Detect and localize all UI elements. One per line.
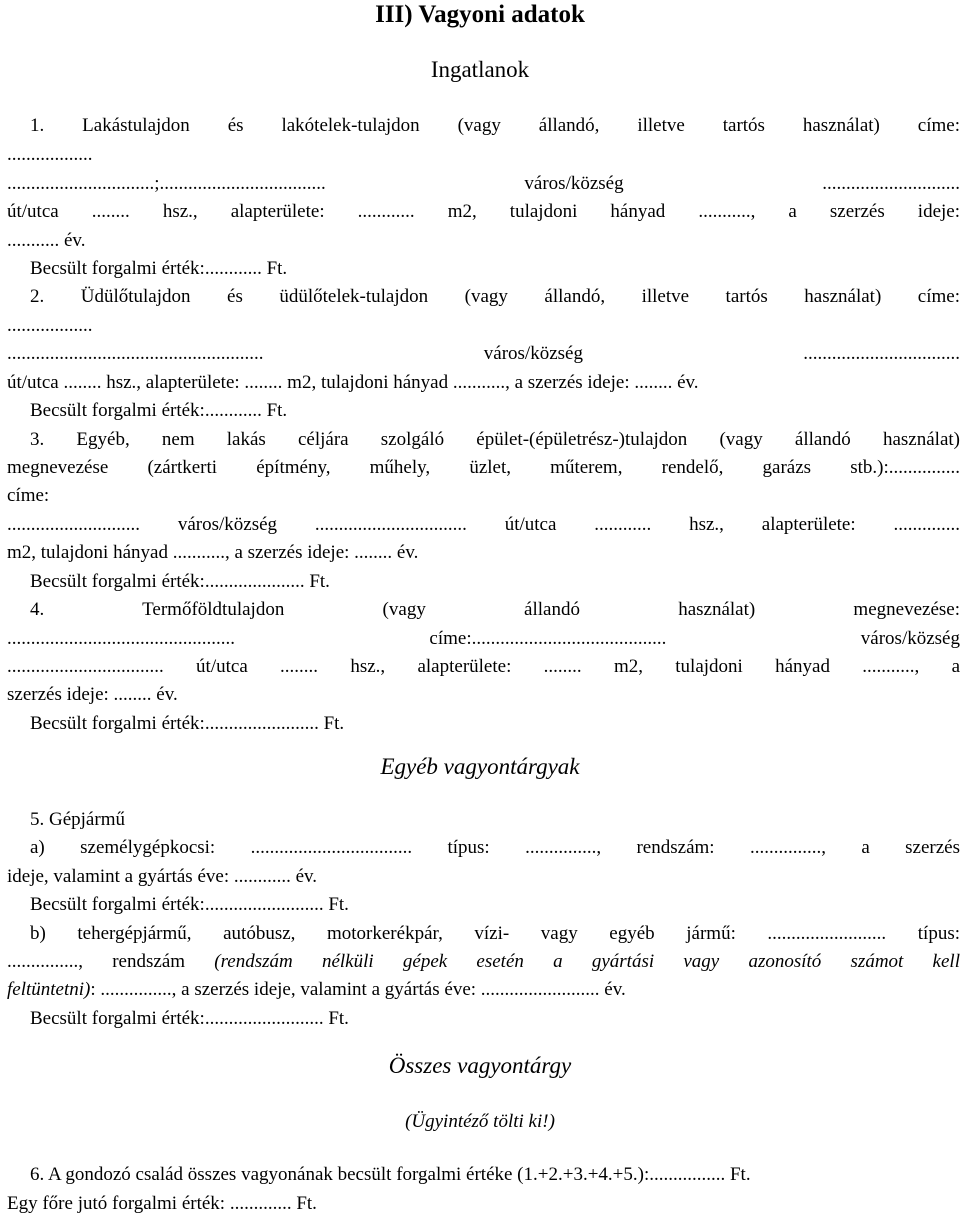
item-5b-line-2-text: ..............., rendszám	[7, 951, 215, 972]
item-5b-line-2	[7, 950, 960, 974]
item-1-line-1: 1. Lakástulajdon és lakótelek-tulajdon (vagy állandó, illetve tartós használat) címe:	[30, 115, 960, 136]
item-4-line-2: ................................................ címe:......................................... város/község	[7, 628, 960, 649]
item-5a-line-2: ideje, valamint a gyártás éve: ............ év.	[7, 866, 318, 887]
item-3-line-5: m2, tulajdoni hányad ..........., a szerzés ideje: ........ év.	[7, 542, 419, 563]
section-heading-other-assets: Egyéb vagyontárgyak	[380, 754, 580, 779]
item-5b-line-3-text: : ..............., a szerzés ideje, valamint a gyártás éve: ......................... év.	[90, 979, 626, 1000]
item-3-line-3: címe:	[7, 485, 50, 506]
item-6-line-1: 6. A gondozó család összes vagyonának becsült forgalmi értéke (1.+2.+3.+4.+5.):................ Ft.	[30, 1164, 751, 1185]
item-1-value: Becsült forgalmi érték:............ Ft.	[30, 258, 288, 279]
item-2-value: Becsült forgalmi érték:............ Ft.	[30, 400, 288, 421]
item-5b-value: Becsült forgalmi érték:......................... Ft.	[30, 1008, 349, 1029]
per-capita-value: Egy főre jutó forgalmi érték: ............. Ft.	[7, 1193, 317, 1214]
item-2-line-4: út/utca ........ hsz., alapterülete: ........ m2, tulajdoni hányad ..........., a szerzés ideje: ........ év.	[7, 372, 699, 393]
item-2-line-1: 2. Üdülőtulajdon és üdülőtelek-tulajdon (vagy állandó, illetve tartós használat) címe:	[30, 286, 960, 307]
item-4-line-4: szerzés ideje: ........ év.	[7, 684, 178, 705]
item-1-line-3: ...............................;................................... város/község .............................	[7, 173, 960, 194]
item-3-line-2: megnevezése (zártkerti építmény, műhely, üzlet, műterem, rendelő, garázs stb.):...............	[7, 457, 960, 478]
item-5b-line-1: b) tehergépjármű, autóbusz, motorkerékpár, vízi- vagy egyéb jármű: ......................... típus:	[30, 923, 960, 944]
item-3-value: Becsült forgalmi érték:..................... Ft.	[30, 571, 330, 592]
item-2-line-2: ..................	[7, 315, 93, 336]
section-heading-real-estate: Ingatlanok	[430, 57, 530, 82]
item-5b-line-2-italic: (rendszám nélküli gépek esetén a gyártási vagy azonosító számot kell	[214, 951, 960, 972]
item-2-line-3: ...................................................... város/község .................................	[7, 343, 960, 364]
item-5b-line-3-italic: feltüntetni)	[7, 979, 91, 1000]
item-5a-value: Becsült forgalmi érték:......................... Ft.	[30, 894, 349, 915]
total-note: (Ügyintéző tölti ki!)	[405, 1111, 555, 1132]
section-heading-total: Összes vagyontárgy	[388, 1053, 572, 1078]
page-title: III) Vagyoni adatok	[375, 1, 585, 28]
item-1-line-2: ..................	[7, 144, 93, 165]
item-5b-line-3	[7, 978, 960, 1002]
item-1-line-5: ........... év.	[7, 230, 86, 251]
item-4-line-1: 4. Termőföldtulajdon (vagy állandó használat) megnevezése:	[30, 599, 960, 620]
item-3-line-4: ............................ város/község ................................ út/utca ............ hsz., alapterülete: ..............	[7, 514, 960, 535]
item-4-value: Becsült forgalmi érték:........................ Ft.	[30, 713, 345, 734]
item-3-line-1: 3. Egyéb, nem lakás céljára szolgáló épület-(épületrész-)tulajdon (vagy állandó használat)	[30, 429, 960, 450]
item-5-heading: 5. Gépjármű	[30, 809, 125, 830]
item-4-line-3: ................................. út/utca ........ hsz., alapterülete: ........ m2, tulajdoni hányad ..........., a	[7, 656, 960, 677]
item-5a-line-1: a) személygépkocsi: .................................. típus: ..............., rendszám: ..............., a szerzés	[30, 837, 960, 858]
item-1-line-4: út/utca ........ hsz., alapterülete: ............ m2, tulajdoni hányad ..........., a szerzés ideje:	[7, 201, 960, 222]
